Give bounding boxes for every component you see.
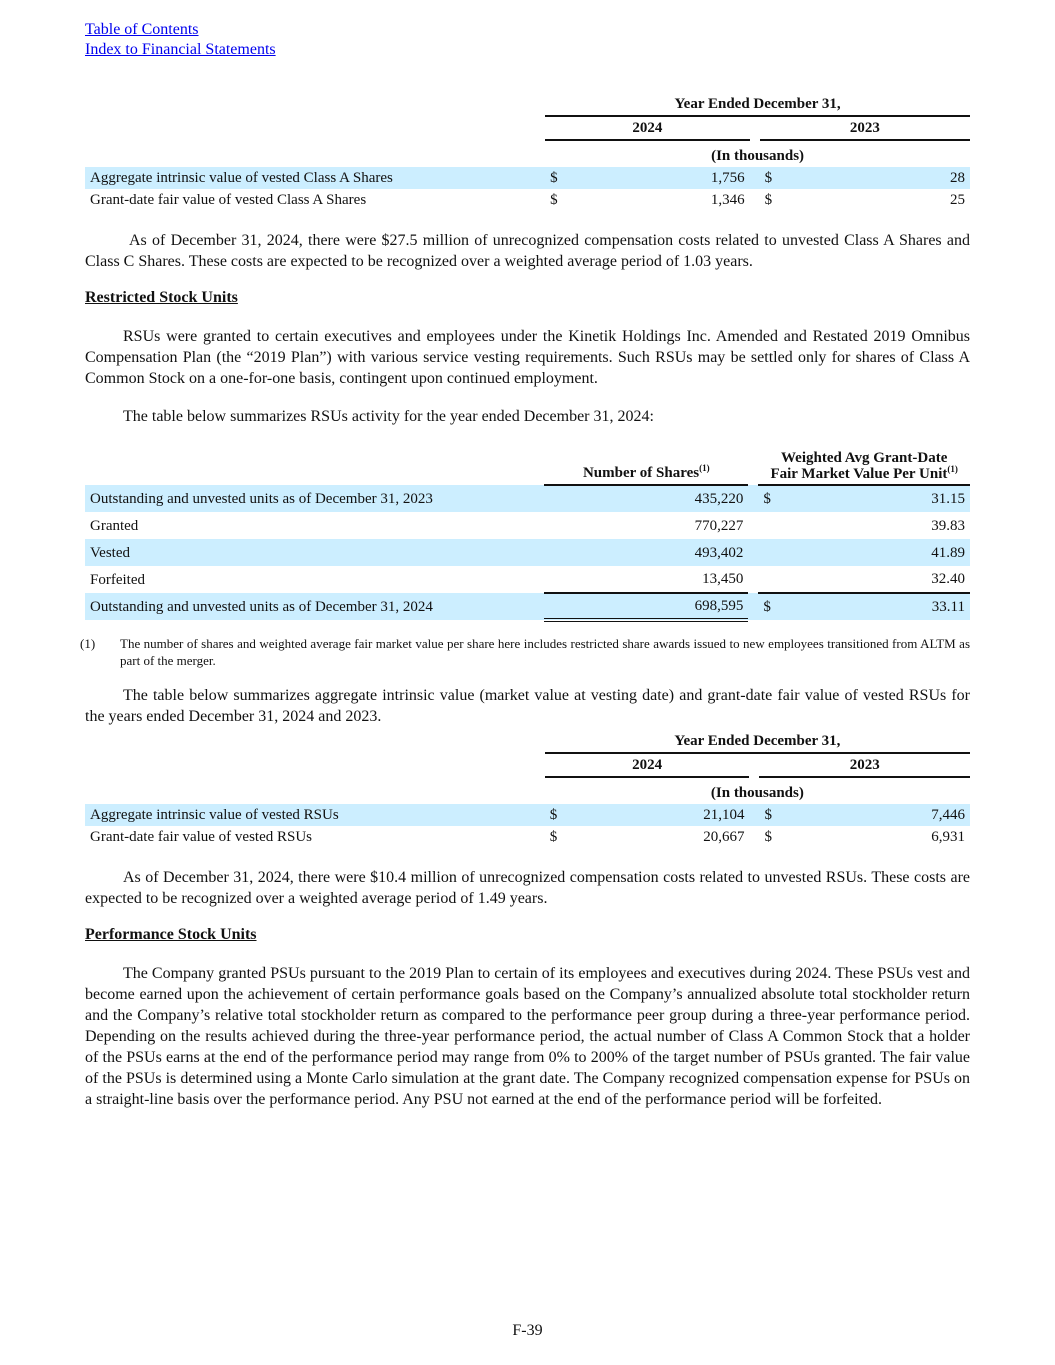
- currency-symbol: $: [760, 167, 780, 189]
- row-label: Vested: [85, 539, 544, 566]
- value-2024: 1,756: [565, 167, 750, 189]
- currency-symbol: $: [550, 192, 558, 208]
- column-header-number-of-shares: Number of Shares$^{(1)}$: [544, 449, 748, 485]
- table-of-contents-link[interactable]: Table of Contents: [85, 21, 199, 38]
- column-header-2024: 2024: [545, 753, 750, 777]
- currency-symbol: [758, 566, 778, 593]
- row-label: Aggregate intrinsic value of vested RSUs: [85, 804, 545, 826]
- psu-description-paragraph: The Company granted PSUs pursuant to the 2019 Plan to certain of its employees and executives during 2024. These PSUs vest and become earned upon the achievement of certain performance goals based on the Company’s annualized absolute total stockholder return and the Company’s relative total stockholder return as compared to the performance peer group during a three-year performance period. Depending on the results achieved during the three-year performance period, the actual number of Class A Common Stock that a holder of the PSUs earns at the end of the performance period may range from 0% to 200% of the target number of PSUs granted. The fair value of the PSUs is determined using a Monte Carlo simulation at the grant date. The Company recognized compensation expense for PSUs on a straight-line basis over the performance period. Any PSU not earned at the end of the performance period will be forfeited.: [85, 965, 970, 1108]
- table-row-total: [85, 593, 970, 620]
- year-ended-header: Year Ended December 31,: [545, 730, 970, 753]
- units-label: (In thousands): [710, 785, 804, 801]
- number-of-shares: 698,595: [544, 593, 748, 620]
- rsu-activity-table: [85, 449, 970, 622]
- table-row: [85, 804, 970, 826]
- footnote-ref: (1): [699, 463, 710, 473]
- row-label: Outstanding and unvested units as of December 31, 2024: [85, 593, 544, 620]
- currency-symbol: $: [759, 804, 779, 826]
- unrecognized-costs-class-a-paragraph: As of December 31, 2024, there were $27.5 million of unrecognized compensation costs related to unvested Class A Shares and Class C Shares. These costs are expected to be recognized over a weighted average period of 1.03 years.: [85, 232, 970, 270]
- footnote-ref: (1): [947, 464, 958, 474]
- unrecognized-costs-rsu-paragraph: As of December 31, 2024, there were $10.4 million of unrecognized compensation costs related to unvested RSUs. These costs are expected to be recognized over a weighted average period of 1.49 years.: [85, 869, 970, 907]
- rsu-activity-intro-paragraph: The table below summarizes RSUs activity for the year ended December 31, 2024:: [123, 408, 654, 425]
- nav-links: [85, 20, 276, 60]
- currency-symbol: $: [764, 192, 773, 208]
- year-ended-header: Year Ended December 31,: [545, 93, 970, 116]
- row-label: Grant-date fair value of vested RSUs: [90, 829, 313, 845]
- table-row: [85, 539, 970, 566]
- fair-value-per-unit: 33.11: [778, 593, 970, 620]
- table-row: [85, 512, 970, 539]
- performance-stock-units-heading: Performance Stock Units: [85, 926, 257, 943]
- column-header-2024: 2024: [545, 116, 750, 140]
- table-row: [85, 826, 970, 848]
- currency-symbol: $: [764, 829, 772, 845]
- fair-value-per-unit: 31.15: [778, 485, 970, 512]
- row-label: Granted: [90, 517, 139, 534]
- number-of-shares: 493,402: [544, 539, 748, 566]
- rsu-vested-value-intro-paragraph: The table below summarizes aggregate intrinsic value (market value at vesting date) and grant-date fair value of vested RSUs for the years ended December 31, 2024 and 2023.: [85, 687, 970, 725]
- column-header-2023: 2023: [760, 116, 970, 140]
- currency-symbol: [758, 539, 778, 566]
- row-label: Outstanding and unvested units as of December 31, 2023: [85, 485, 544, 512]
- class-a-shares-vested-value-table: [85, 93, 970, 211]
- footnote-number: (1): [80, 636, 96, 651]
- number-of-shares: 13,450: [544, 566, 748, 593]
- rsu-description-paragraph: RSUs were granted to certain executives and employees under the Kinetik Holdings Inc. Amended and Restated 2019 Omnibus Compensation Plan (the “2019 Plan”) with various service vesting requirements. Such RSUs may be settled only for shares of Class A Common Stock on a one-for-one basis, contingent upon continued employment.: [85, 328, 970, 387]
- footnote: [80, 635, 970, 669]
- currency-symbol: $: [545, 167, 565, 189]
- table-row: [85, 167, 970, 189]
- row-label: Forfeited: [90, 571, 145, 588]
- restricted-stock-units-heading: Restricted Stock Units: [85, 289, 238, 306]
- number-of-shares: 435,220: [544, 485, 748, 512]
- value-2023: 28: [780, 167, 970, 189]
- currency-symbol: $: [545, 804, 565, 826]
- table-row: [85, 566, 970, 593]
- column-header-2023: 2023: [759, 753, 970, 777]
- page-number: F-39: [512, 1322, 543, 1339]
- value-2023: 7,446: [779, 804, 970, 826]
- value-2024: 21,104: [565, 804, 750, 826]
- currency-symbol: [758, 512, 778, 539]
- row-label: Grant-date fair value of vested Class A Shares: [90, 192, 367, 208]
- table-row: [85, 189, 970, 211]
- number-of-shares: 770,227: [694, 517, 744, 534]
- table-row: [85, 485, 970, 512]
- rsu-vested-value-table: [85, 730, 970, 848]
- fair-value-per-unit: 32.40: [778, 566, 970, 593]
- fair-value-per-unit: 41.89: [778, 539, 970, 566]
- fair-value-per-unit: 39.83: [931, 517, 965, 534]
- index-to-financial-statements-link[interactable]: Index to Financial Statements: [85, 41, 276, 58]
- value-2024: 1,346: [710, 192, 745, 208]
- units-label: (In thousands): [711, 148, 805, 164]
- value-2023: 25: [950, 192, 965, 208]
- row-label: Aggregate intrinsic value of vested Class A Shares: [85, 167, 545, 189]
- currency-symbol: $: [549, 829, 558, 845]
- value-2024: 20,667: [703, 829, 745, 845]
- column-header-weighted-avg-value: Weighted Avg Grant-Date Fair Market Value Per Unit$^{(1)}$: [758, 449, 970, 485]
- footnote-text: The number of shares and weighted average fair market value per share here includes restricted share awards issued to new employees transitioned from ALTM as part of the merger.: [120, 636, 970, 668]
- currency-symbol: $: [758, 593, 778, 620]
- currency-symbol: $: [758, 485, 778, 512]
- value-2023: 6,931: [931, 829, 965, 845]
